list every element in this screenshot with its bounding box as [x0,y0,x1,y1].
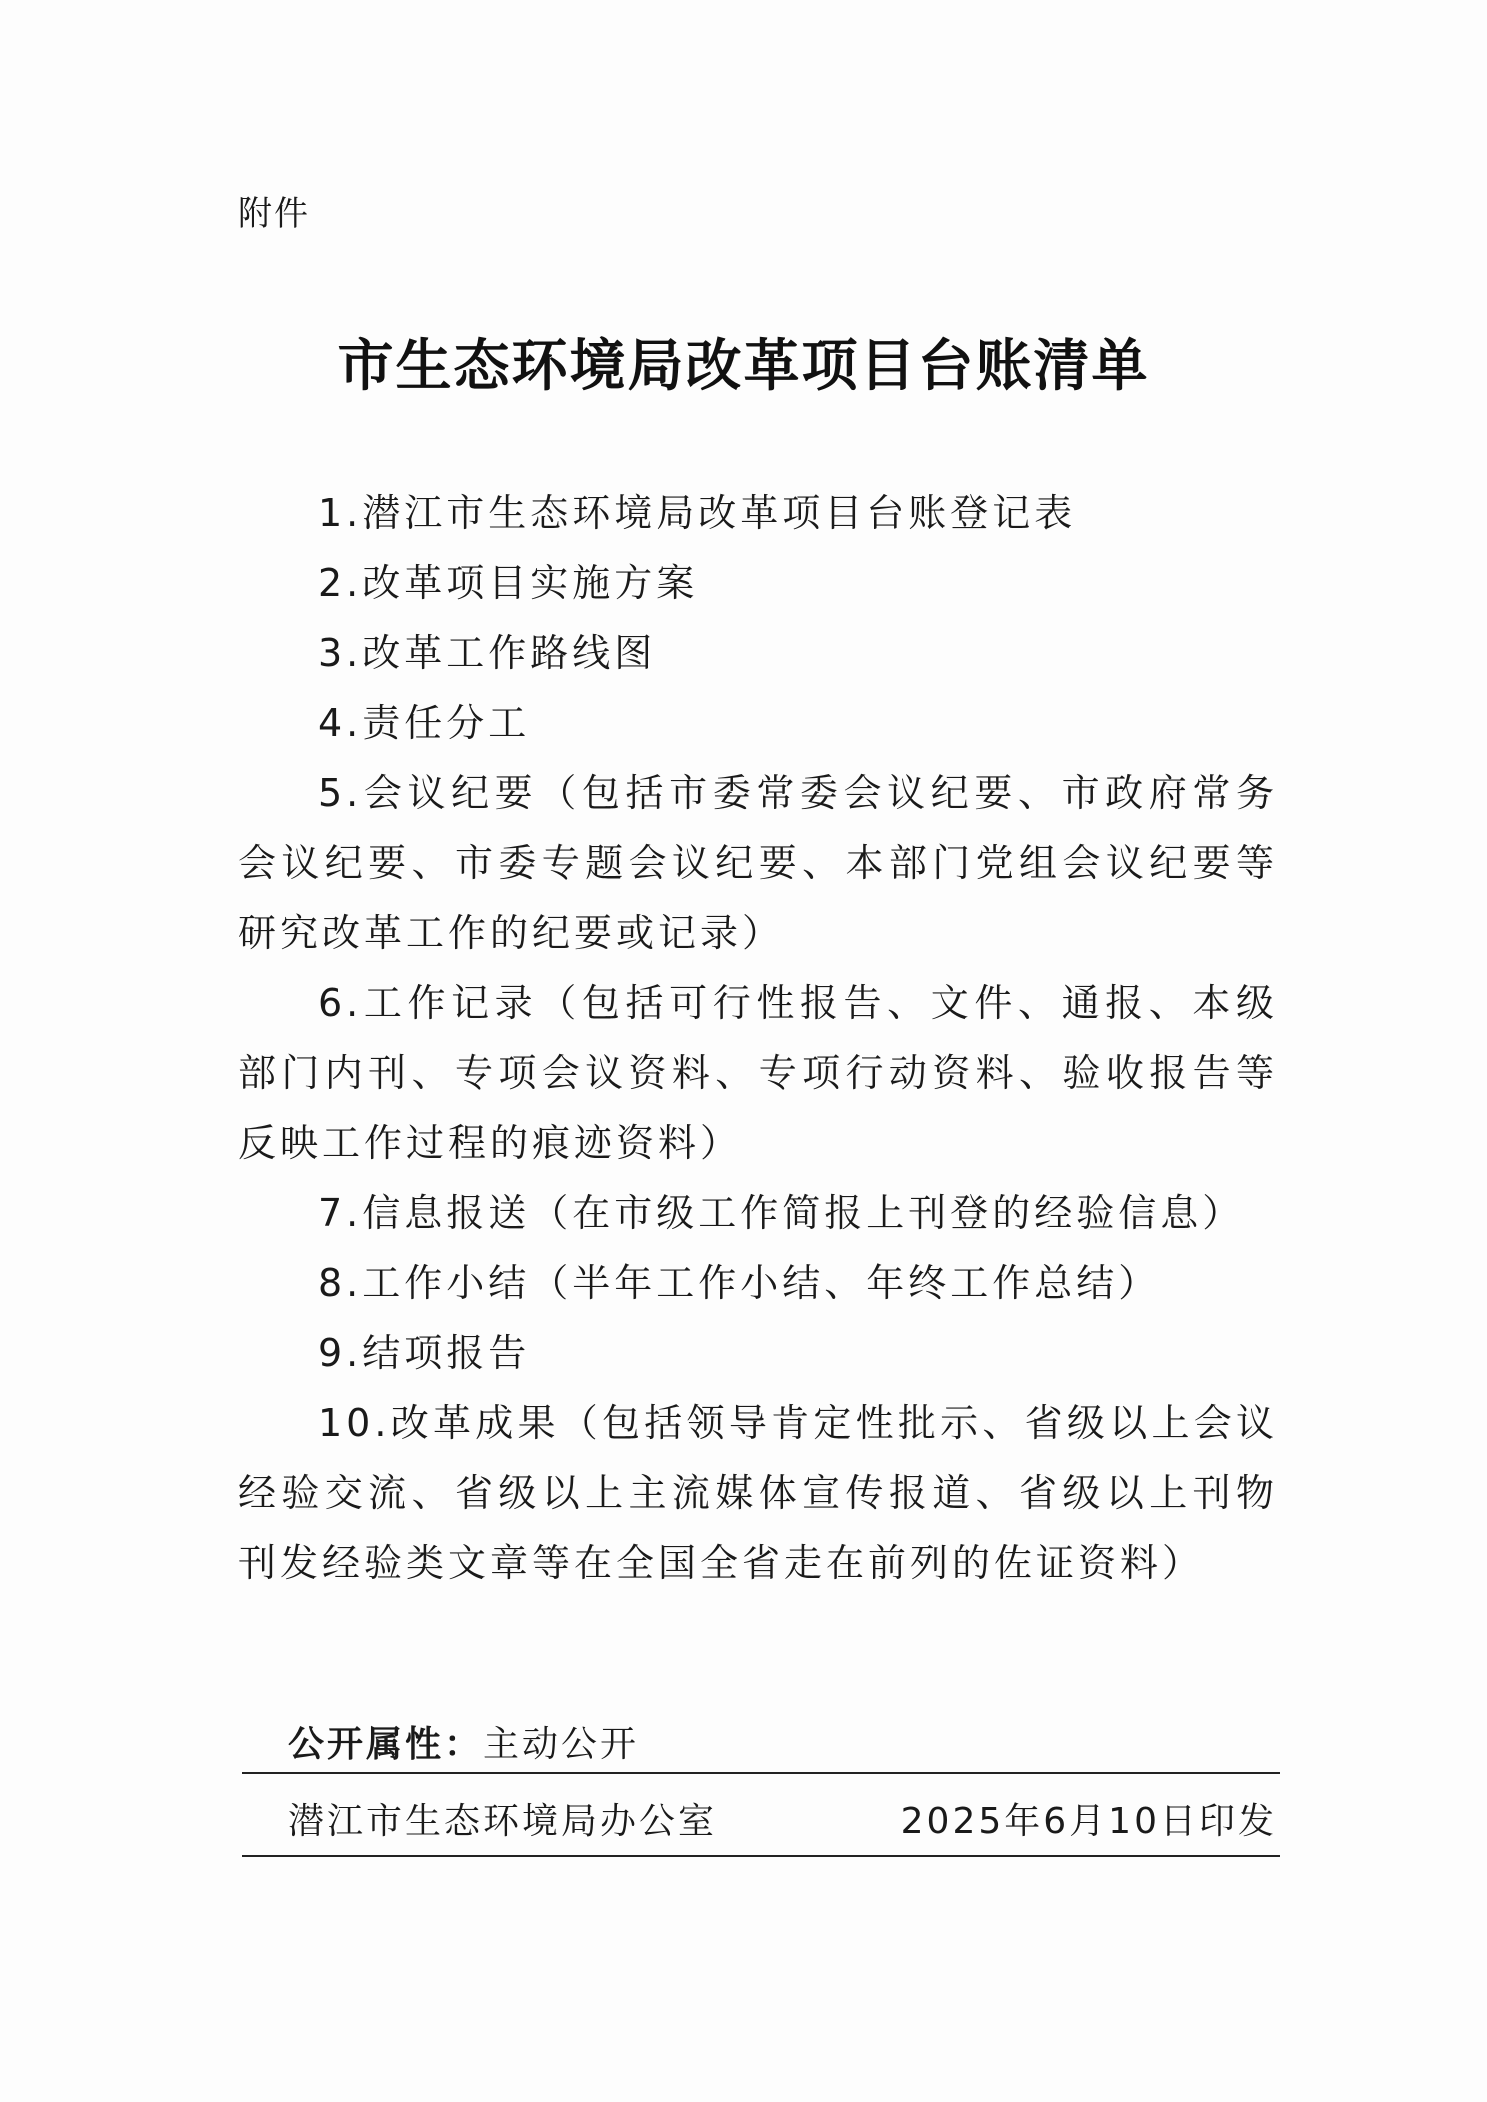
list-item: 2.改革项目实施方案 [318,561,699,605]
footer-divider-top [242,1772,1280,1774]
disclosure-label: 公开属性： [288,1724,484,1765]
issuing-office: 潜江市生态环境局办公室 [288,1801,718,1842]
footer-divider-bottom [242,1855,1280,1857]
list-item: 3.改革工作路线图 [318,631,657,675]
list-item: 1.潜江市生态环境局改革项目台账登记表 [318,491,1077,535]
issue-date: 2025年6月10日印发 [900,1801,1277,1842]
checklist [238,478,1278,1598]
list-item: 5.会议纪要（包括市委常委会议纪要、市政府常务会议纪要、市委专题会议纪要、本部门党组会议纪要等研究改革工作的纪要或记录） [238,771,1278,955]
list-item: 10.改革成果（包括领导肯定性批示、省级以上会议经验交流、省级以上主流媒体宣传报道、省级以上刊物刊发经验类文章等在全国全省走在前列的佐证资料） [238,1401,1278,1585]
attachment-label: 附件 [238,194,310,234]
disclosure-attribute [288,1716,639,1767]
list-item: 6.工作记录（包括可行性报告、文件、通报、本级部门内刊、专项会议资料、专项行动资料、验收报告等反映工作过程的痕迹资料） [238,981,1278,1165]
page-title: 市生态环境局改革项目台账清单 [337,333,1150,399]
disclosure-value: 主动公开 [483,1724,640,1765]
list-item: 8.工作小结（半年工作小结、年终工作总结） [318,1261,1161,1305]
list-item: 9.结项报告 [318,1331,531,1375]
list-item: 7.信息报送（在市级工作简报上刊登的经验信息） [318,1191,1245,1235]
list-item: 4.责任分工 [318,701,531,745]
